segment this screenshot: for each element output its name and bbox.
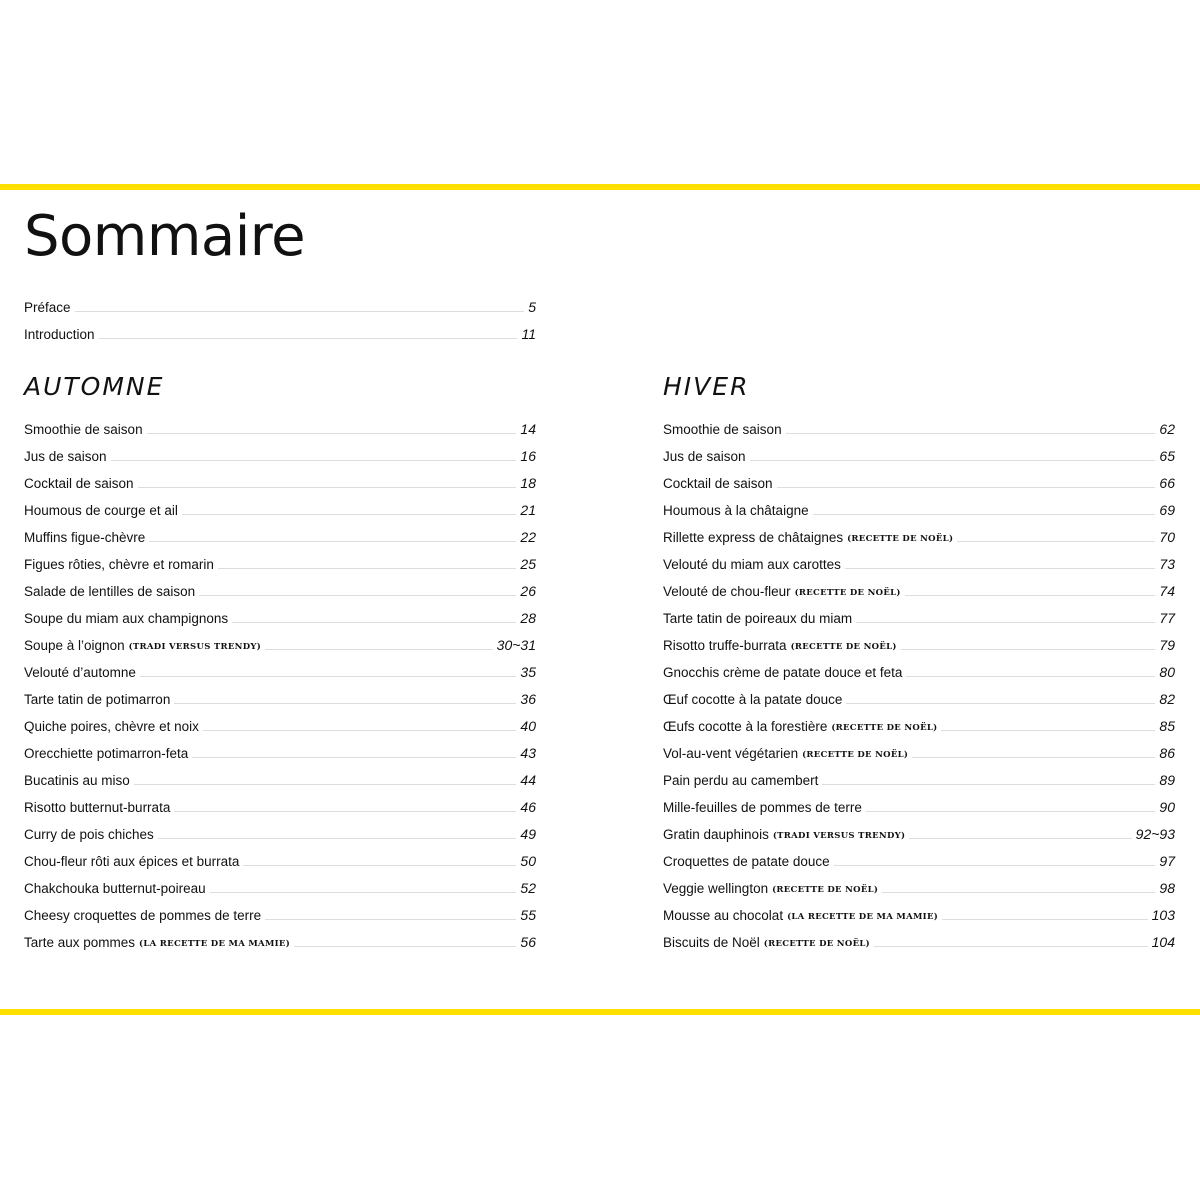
toc-entry-page-number: 90 (1159, 799, 1175, 815)
toc-entry-title: Velouté d’automne (24, 665, 136, 680)
dot-leader (957, 540, 1155, 542)
dot-leader (203, 729, 517, 731)
toc-entry-tag: (RECETTE DE NOËL) (763, 939, 870, 949)
toc-entry[interactable] (24, 545, 536, 572)
toc-entry[interactable] (24, 896, 536, 923)
front-matter-list (24, 288, 536, 342)
toc-entry-title: Œufs cocotte à la forestière (663, 719, 828, 734)
dot-leader (174, 702, 516, 704)
toc-entry-page-number: 77 (1159, 610, 1175, 626)
dot-leader (111, 459, 517, 461)
toc-entry[interactable] (663, 842, 1175, 869)
dot-leader (846, 702, 1155, 704)
dot-leader (882, 891, 1155, 893)
toc-entry-title: Bucatinis au miso (24, 773, 130, 788)
toc-entry[interactable] (24, 788, 536, 815)
dot-leader (140, 675, 517, 677)
toc-entry-page-number: 50 (520, 853, 536, 869)
toc-entry-title: Œuf cocotte à la patate douce (663, 692, 843, 707)
toc-entry[interactable] (24, 815, 536, 842)
dot-leader (199, 594, 516, 596)
toc-entry-title: Figues rôties, chèvre et romarin (24, 557, 214, 572)
toc-entry[interactable] (663, 410, 1175, 437)
dot-leader (265, 648, 493, 650)
toc-entry[interactable] (663, 707, 1175, 734)
toc-entry-page-number: 98 (1159, 880, 1175, 896)
toc-entry[interactable] (663, 761, 1175, 788)
toc-entry-tag: (RECETTE DE NOËL) (772, 885, 879, 895)
toc-entry[interactable] (24, 437, 536, 464)
toc-entry-tag: (RECETTE DE NOËL) (847, 534, 954, 544)
toc-entry-page-number: 79 (1159, 637, 1175, 653)
toc-entry-title: Préface (24, 300, 71, 315)
toc-entry[interactable] (24, 869, 536, 896)
dot-leader (906, 675, 1155, 677)
toc-entry[interactable] (24, 734, 536, 761)
toc-entry-title: Introduction (24, 327, 95, 342)
toc-entry-title: Risotto truffe-burrata (663, 638, 787, 653)
toc-entry-title: Gnocchis crème de patate douce et feta (663, 665, 903, 680)
toc-entry-page-number: 85 (1159, 718, 1175, 734)
toc-entry-title: Rillette express de châtaignes (663, 530, 844, 545)
toc-entry[interactable] (24, 923, 536, 950)
dot-leader (232, 621, 516, 623)
dot-leader (901, 648, 1156, 650)
toc-entry-page-number: 36 (520, 691, 536, 707)
toc-entry-page-number: 22 (520, 529, 536, 545)
toc-entry-page-number: 46 (520, 799, 536, 815)
toc-entry-title: Pain perdu au camembert (663, 773, 819, 788)
toc-entry-title: Muffins figue-chèvre (24, 530, 146, 545)
dot-leader (158, 837, 517, 839)
dot-leader (99, 337, 518, 339)
dot-leader (834, 864, 1156, 866)
toc-entry-tag: (RECETTE DE NOËL) (802, 750, 909, 760)
toc-entry-title: Tarte tatin de poireaux du miam (663, 611, 853, 626)
toc-entry-title: Soupe du miam aux champignons (24, 611, 229, 626)
dot-leader (147, 432, 517, 434)
dot-leader (942, 918, 1148, 920)
dot-leader (243, 864, 516, 866)
toc-entry-title: Mille-feuilles de pommes de terre (663, 800, 862, 815)
toc-entry-title: Salade de lentilles de saison (24, 584, 196, 599)
dot-leader (210, 891, 517, 893)
toc-entry-title: Velouté du miam aux carottes (663, 557, 841, 572)
toc-entry-page-number: 26 (520, 583, 536, 599)
toc-entry[interactable] (663, 545, 1175, 572)
page-title: Sommaire (24, 204, 306, 269)
winter-section (663, 370, 1175, 950)
toc-entry-title: Orecchiette potimarron-feta (24, 746, 189, 761)
toc-entry-page-number: 66 (1159, 475, 1175, 491)
toc-entry[interactable] (663, 518, 1175, 545)
toc-entry-page-number: 35 (520, 664, 536, 680)
toc-entry[interactable] (24, 315, 536, 342)
winter-heading: HIVER (663, 372, 750, 401)
toc-entry[interactable] (24, 653, 536, 680)
toc-entry-page-number: 65 (1159, 448, 1175, 464)
toc-entry[interactable] (663, 680, 1175, 707)
toc-entry[interactable] (24, 288, 536, 315)
toc-entry-tag: (RECETTE DE NOËL) (790, 642, 897, 652)
toc-entry[interactable] (663, 734, 1175, 761)
toc-entry-page-number: 80 (1159, 664, 1175, 680)
dot-leader (777, 486, 1156, 488)
toc-entry[interactable] (663, 491, 1175, 518)
toc-entry[interactable] (663, 437, 1175, 464)
toc-entry[interactable] (663, 464, 1175, 491)
winter-list (663, 410, 1175, 950)
toc-entry[interactable] (24, 410, 536, 437)
toc-entry-tag: (TRADI VERSUS TRENDY) (772, 831, 906, 841)
toc-entry-page-number: 86 (1159, 745, 1175, 761)
dot-leader (856, 621, 1155, 623)
toc-entry-title: Smoothie de saison (24, 422, 143, 437)
toc-entry-tag: (TRADI VERSUS TRENDY) (128, 642, 262, 652)
toc-entry[interactable] (24, 572, 536, 599)
toc-entry-title: Tarte tatin de potimarron (24, 692, 171, 707)
autumn-heading: AUTOMNE (24, 372, 165, 401)
dot-leader (822, 783, 1155, 785)
dot-leader (134, 783, 517, 785)
toc-entry-title: Mousse au chocolat (663, 908, 784, 923)
toc-entry[interactable] (24, 464, 536, 491)
toc-entry-title: Biscuits de Noël (663, 935, 760, 950)
toc-entry[interactable] (663, 572, 1175, 599)
toc-entry-title: Curry de pois chiches (24, 827, 154, 842)
toc-entry-tag: (LA RECETTE DE MA MAMIE) (787, 912, 939, 922)
toc-entry-page-number: 21 (520, 502, 536, 518)
toc-entry-title: Vol-au-vent végétarien (663, 746, 799, 761)
bottom-yellow-rule (0, 1009, 1200, 1015)
autumn-list (24, 410, 536, 950)
toc-entry[interactable] (663, 599, 1175, 626)
toc-entry[interactable] (24, 680, 536, 707)
dot-leader (750, 459, 1156, 461)
toc-entry-title: Tarte aux pommes (24, 935, 136, 950)
toc-entry[interactable] (24, 707, 536, 734)
dot-leader (174, 810, 516, 812)
toc-entry-page-number: 49 (520, 826, 536, 842)
dot-leader (138, 486, 517, 488)
toc-entry-title: Chakchouka butternut-poireau (24, 881, 206, 896)
toc-entry[interactable] (24, 491, 536, 518)
toc-entry-page-number: 97 (1159, 853, 1175, 869)
toc-entry-page-number: 62 (1159, 421, 1175, 437)
toc-entry-page-number: 82 (1159, 691, 1175, 707)
toc-entry-title: Velouté de chou-fleur (663, 584, 791, 599)
toc-entry-tag: (RECETTE DE NOËL) (794, 588, 901, 598)
dot-leader (218, 567, 517, 569)
toc-entry-page-number: 104 (1151, 934, 1175, 950)
toc-entry-title: Croquettes de patate douce (663, 854, 830, 869)
toc-entry-title: Chou-fleur rôti aux épices et burrata (24, 854, 240, 869)
toc-entry-page-number: 69 (1159, 502, 1175, 518)
toc-entry-title: Quiche poires, chèvre et noix (24, 719, 199, 734)
toc-entry-page-number: 74 (1159, 583, 1175, 599)
dot-leader (294, 945, 516, 947)
toc-entry[interactable] (663, 815, 1175, 842)
toc-entry-page-number: 5 (528, 299, 536, 315)
toc-entry[interactable] (24, 761, 536, 788)
autumn-section (24, 370, 536, 950)
toc-entry-title: Smoothie de saison (663, 422, 782, 437)
toc-entry[interactable] (24, 842, 536, 869)
toc-entry-title: Gratin dauphinois (663, 827, 769, 842)
toc-entry-page-number: 11 (521, 326, 536, 342)
toc-entry-title: Veggie wellington (663, 881, 769, 896)
toc-entry[interactable] (663, 896, 1175, 923)
dot-leader (75, 310, 525, 312)
toc-entry[interactable] (663, 653, 1175, 680)
dot-leader (192, 756, 516, 758)
top-yellow-rule (0, 184, 1200, 190)
toc-entry-title: Risotto butternut-burrata (24, 800, 171, 815)
toc-entry-title: Cocktail de saison (24, 476, 134, 491)
toc-entry[interactable] (663, 626, 1175, 653)
toc-entry-page-number: 18 (520, 475, 536, 491)
toc-entry-page-number: 56 (520, 934, 536, 950)
dot-leader (941, 729, 1155, 731)
toc-entry-page-number: 73 (1159, 556, 1175, 572)
toc-entry-page-number: 16 (520, 448, 536, 464)
toc-entry-title: Cocktail de saison (663, 476, 773, 491)
toc-entry-title: Houmous à la châtaigne (663, 503, 809, 518)
toc-entry-title: Cheesy croquettes de pommes de terre (24, 908, 262, 923)
toc-entry-tag: (RECETTE DE NOËL) (831, 723, 938, 733)
toc-entry-page-number: 92~93 (1135, 826, 1175, 842)
toc-entry[interactable] (663, 869, 1175, 896)
dot-leader (149, 540, 516, 542)
toc-entry[interactable] (663, 788, 1175, 815)
dot-leader (874, 945, 1148, 947)
toc-entry-page-number: 28 (520, 610, 536, 626)
toc-entry-page-number: 52 (520, 880, 536, 896)
toc-entry-page-number: 14 (520, 421, 536, 437)
toc-entry-page-number: 55 (520, 907, 536, 923)
toc-entry-page-number: 30~31 (496, 637, 536, 653)
toc-entry-page-number: 40 (520, 718, 536, 734)
toc-entry-page-number: 43 (520, 745, 536, 761)
toc-entry[interactable] (24, 626, 536, 653)
dot-leader (786, 432, 1156, 434)
dot-leader (905, 594, 1156, 596)
dot-leader (866, 810, 1156, 812)
toc-entry-title: Jus de saison (663, 449, 746, 464)
toc-entry-page-number: 25 (520, 556, 536, 572)
dot-leader (909, 837, 1131, 839)
toc-entry-title: Jus de saison (24, 449, 107, 464)
dot-leader (845, 567, 1156, 569)
toc-entry-page-number: 89 (1159, 772, 1175, 788)
dot-leader (813, 513, 1156, 515)
toc-entry-title: Soupe à l’oignon (24, 638, 125, 653)
dot-leader (265, 918, 516, 920)
toc-entry[interactable] (24, 599, 536, 626)
toc-entry-page-number: 44 (520, 772, 536, 788)
dot-leader (182, 513, 517, 515)
toc-entry-title: Houmous de courge et ail (24, 503, 178, 518)
dot-leader (912, 756, 1155, 758)
toc-entry-page-number: 70 (1159, 529, 1175, 545)
toc-entry-tag: (LA RECETTE DE MA MAMIE) (139, 939, 291, 949)
toc-entry[interactable] (24, 518, 536, 545)
toc-entry[interactable] (663, 923, 1175, 950)
toc-entry-page-number: 103 (1151, 907, 1175, 923)
